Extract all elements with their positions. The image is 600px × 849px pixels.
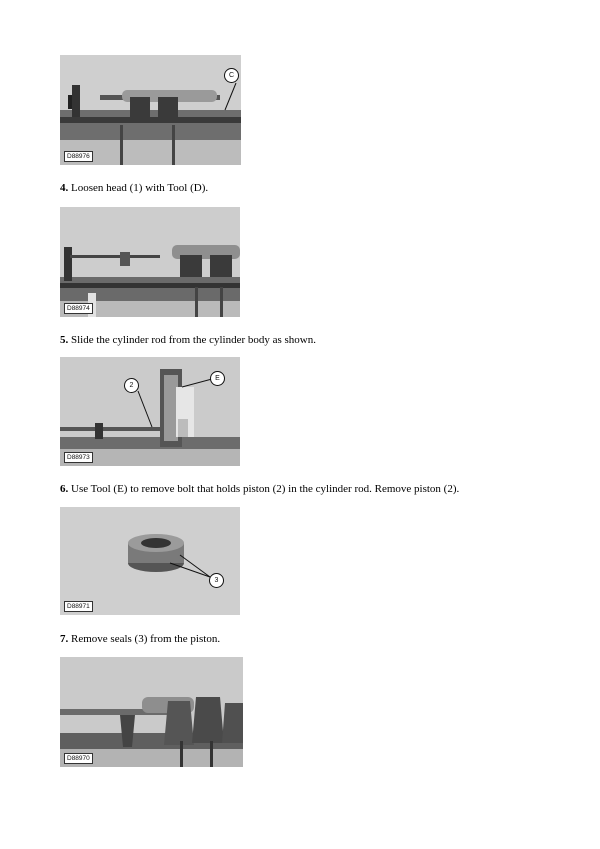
callout-2: 2 — [124, 378, 139, 393]
figure-id: D88974 — [64, 303, 93, 314]
step-number: 7. — [60, 633, 69, 645]
callout-e: E — [210, 371, 225, 386]
step-text: Slide the cylinder rod from the cylinder body as shown. — [71, 334, 317, 346]
figure-id: D88970 — [64, 753, 93, 764]
step-number: 5. — [60, 334, 69, 346]
step-4 — [60, 181, 208, 195]
figure-photo-d88971 — [60, 507, 240, 615]
figure-illustration — [60, 507, 240, 615]
figure-id: D88976 — [64, 151, 93, 162]
step-6 — [60, 482, 459, 496]
step-text: Loosen head (1) with Tool (D). — [71, 182, 209, 194]
callout-c: C — [224, 68, 239, 83]
figure-photo-d88974 — [60, 207, 240, 317]
figure-illustration — [60, 657, 243, 767]
figure-id: D88973 — [64, 452, 93, 463]
figure-id: D88971 — [64, 601, 93, 612]
figure-photo-d88973 — [60, 357, 240, 466]
step-5 — [60, 333, 316, 347]
step-number: 4. — [60, 182, 69, 194]
callout-3: 3 — [209, 573, 224, 588]
figure-photo-d88976 — [60, 55, 241, 165]
figure-photo-d88970 — [60, 657, 243, 767]
step-number: 6. — [60, 483, 69, 495]
step-7 — [60, 632, 220, 646]
step-text: Use Tool (E) to remove bolt that holds piston (2) in the cylinder rod. Remove piston (2). — [71, 483, 460, 495]
figure-illustration — [60, 55, 241, 165]
step-text: Remove seals (3) from the piston. — [71, 633, 221, 645]
figure-illustration — [60, 207, 240, 317]
